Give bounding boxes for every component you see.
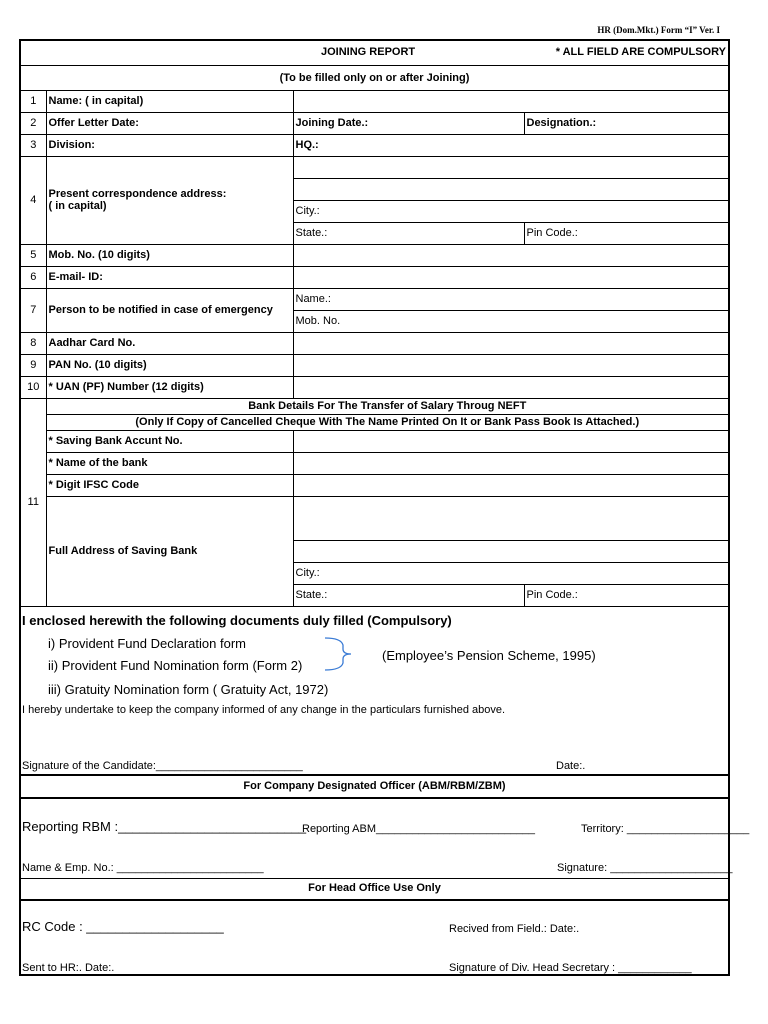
address-city-field[interactable]: City.: [293, 200, 728, 222]
designation-field[interactable]: Designation.: [524, 112, 728, 134]
bank-account-label: * Saving Bank Accunt No. [46, 430, 293, 452]
brace-icon [321, 636, 371, 672]
ifsc-field[interactable] [293, 474, 728, 496]
bank-account-field[interactable] [293, 430, 728, 452]
form-code: HR (Dom.Mkt.) Form “I” Ver. I [597, 25, 720, 35]
rc-code-field[interactable]: RC Code : ___________________ [22, 919, 224, 934]
bank-name-label: * Name of the bank [46, 452, 293, 474]
emergency-mobile-field[interactable]: Mob. No. [293, 310, 728, 332]
email-field[interactable] [293, 266, 728, 288]
bank-city-field[interactable]: City.: [293, 562, 728, 584]
address-pin-field[interactable]: Pin Code.: [524, 222, 728, 244]
address-state-field[interactable]: State.: [293, 222, 524, 244]
row-number: 10 [21, 376, 46, 398]
name-label: Name: ( in capital) [46, 90, 293, 112]
row-number: 6 [21, 266, 46, 288]
bank-address-label: Full Address of Saving Bank [46, 496, 293, 606]
bank-address-line-1b[interactable] [293, 518, 728, 540]
sent-to-hr-field[interactable]: Sent to HR:. Date:. [22, 962, 115, 974]
compulsory-note: * ALL FIELD ARE COMPULSORY [555, 46, 726, 58]
mobile-field[interactable] [293, 244, 728, 266]
form-subtitle: (To be filled only on or after Joining) [21, 65, 728, 90]
document-item-2: ii) Provident Fund Nomination form (Form 2) [48, 658, 303, 673]
officer-heading: For Company Designated Officer (ABM/RBM/ZBM) [243, 780, 506, 792]
ifsc-label: * Digit IFSC Code [46, 474, 293, 496]
divider [21, 774, 728, 776]
division-field[interactable]: Division: [46, 134, 293, 156]
address-label-line1: Present correspondence address: [48, 188, 227, 200]
bank-address-line-1[interactable] [293, 496, 728, 518]
name-field[interactable] [293, 90, 728, 112]
address-line-1[interactable] [293, 156, 728, 178]
row-number: 3 [21, 134, 46, 156]
bank-address-line-2[interactable] [293, 540, 728, 562]
candidate-date-field[interactable]: Date:. [556, 760, 586, 772]
address-line-2[interactable] [293, 178, 728, 200]
aadhar-field[interactable] [293, 332, 728, 354]
row-number: 4 [21, 156, 46, 244]
row-number: 2 [21, 112, 46, 134]
row-number: 11 [21, 398, 46, 606]
row-number: 5 [21, 244, 46, 266]
bank-details-note: (Only If Copy of Cancelled Cheque With The Name Printed On It or Bank Pass Book Is Attached.) [46, 414, 728, 430]
officer-signature-field[interactable]: Signature: ____________________ [557, 862, 733, 874]
joining-date-field[interactable]: Joining Date.: [293, 112, 524, 134]
received-from-field[interactable]: Recived from Field.: Date:. [449, 923, 580, 935]
name-emp-no-field[interactable]: Name & Emp. No.: ________________________ [22, 862, 264, 874]
reporting-abm-field[interactable]: Reporting ABM__________________________ [302, 823, 536, 835]
documents-heading: I enclosed herewith the following documents duly filled (Compulsory) [22, 613, 452, 628]
row-number: 8 [21, 332, 46, 354]
address-label [46, 156, 293, 244]
form-title: JOINING REPORT [321, 46, 416, 58]
divider [21, 878, 728, 879]
title-row [21, 41, 728, 65]
joining-report-form [19, 39, 750, 976]
bank-details-title: Bank Details For The Transfer of Salary Throug NEFT [46, 398, 728, 414]
pan-label: PAN No. (10 digits) [46, 354, 293, 376]
uan-field[interactable] [293, 376, 728, 398]
form-table [21, 41, 728, 607]
mobile-label: Mob. No. (10 digits) [46, 244, 293, 266]
uan-label: * UAN (PF) Number (12 digits) [46, 376, 293, 398]
lower-section [21, 610, 750, 974]
address-label-line2: ( in capital) [48, 200, 107, 212]
aadhar-label: Aadhar Card No. [46, 332, 293, 354]
row-number: 7 [21, 288, 46, 332]
emergency-name-field[interactable]: Name.: [293, 288, 728, 310]
territory-field[interactable]: Territory: ____________________ [581, 823, 750, 835]
undertaking-text: I hereby undertake to keep the company informed of any change in the particulars furnished above. [22, 704, 506, 716]
head-office-heading: For Head Office Use Only [308, 882, 441, 894]
document-item-1: i) Provident Fund Declaration form [48, 636, 246, 651]
offer-letter-date-field[interactable]: Offer Letter Date: [46, 112, 293, 134]
document-item-3: iii) Gratuity Nomination form ( Gratuity Act, 1972) [48, 682, 329, 697]
divider [21, 797, 728, 799]
pension-scheme-note: (Employee’s Pension Scheme, 1995) [382, 648, 596, 663]
row-number: 1 [21, 90, 46, 112]
reporting-rbm-field[interactable]: Reporting RBM :__________________________ [22, 819, 307, 834]
email-label: E-mail- ID: [46, 266, 293, 288]
divider [21, 899, 728, 901]
emergency-contact-label: Person to be notified in case of emergency [46, 288, 293, 332]
hq-field[interactable]: HQ.: [293, 134, 728, 156]
row-number: 9 [21, 354, 46, 376]
bank-state-field[interactable]: State.: [293, 584, 524, 606]
bank-name-field[interactable] [293, 452, 728, 474]
pan-field[interactable] [293, 354, 728, 376]
bank-pin-field[interactable]: Pin Code.: [524, 584, 728, 606]
candidate-signature-field[interactable]: Signature of the Candidate:________________________ [22, 760, 303, 772]
div-head-signature-field[interactable]: Signature of Div. Head Secretary : ____________ [449, 962, 692, 974]
